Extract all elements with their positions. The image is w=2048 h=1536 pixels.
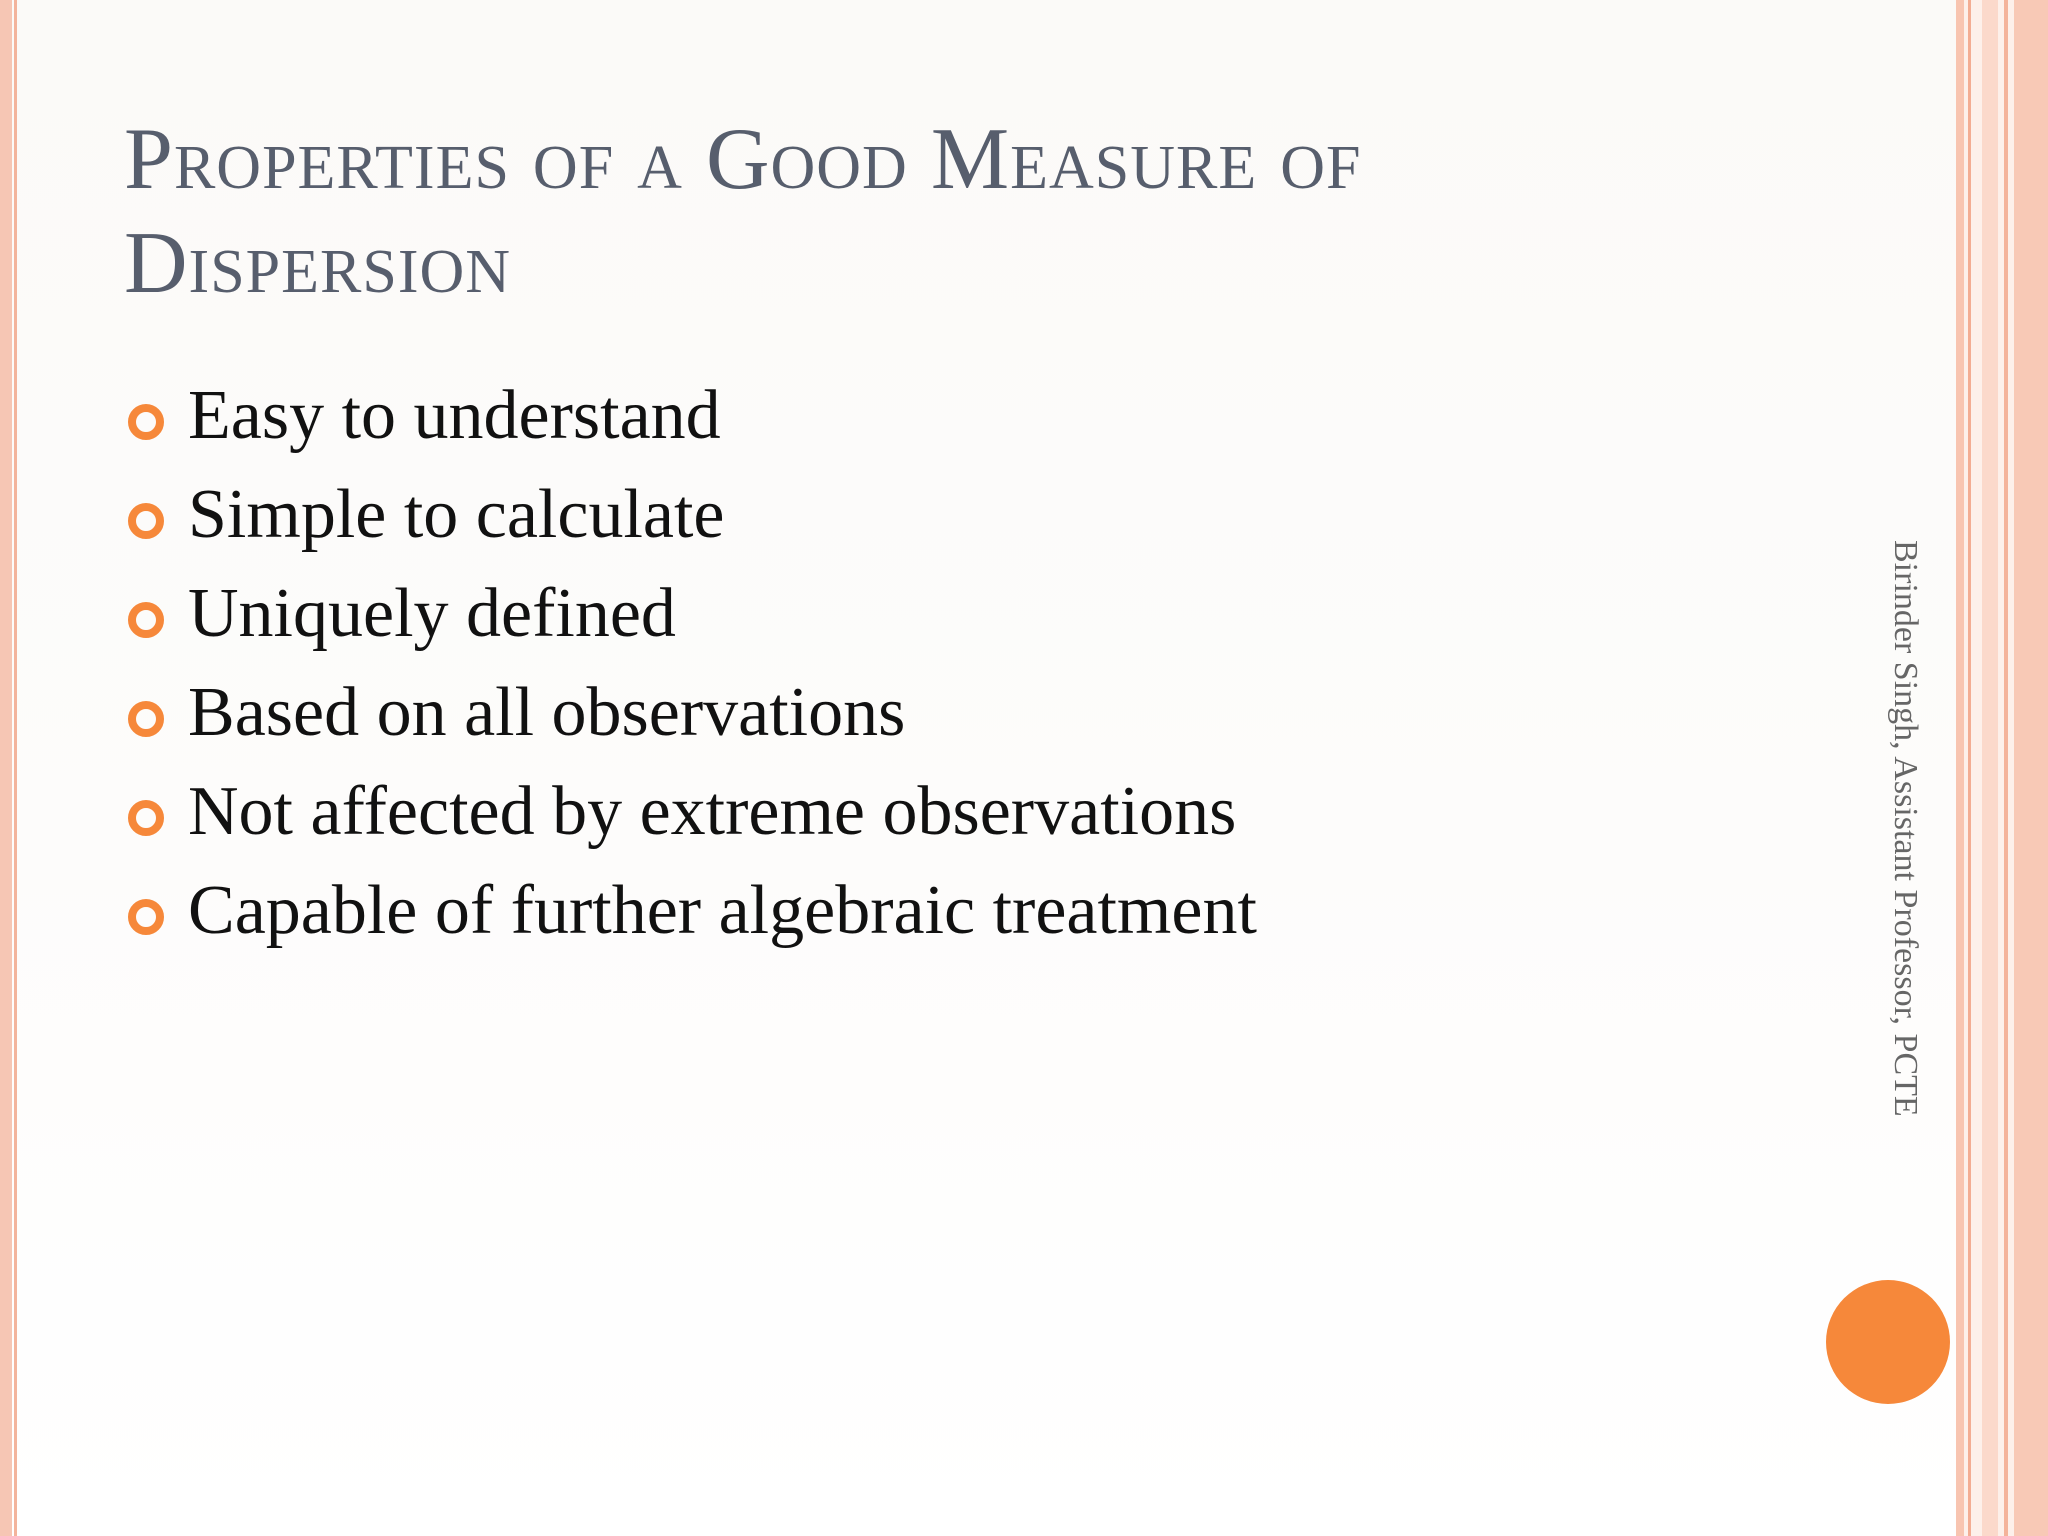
bullet-text: Capable of further algebraic treatment [188, 871, 1257, 949]
slide-title: Properties of a Good Measure of Dispersion [124, 111, 1362, 312]
ring-bullet-icon [128, 899, 164, 935]
bullet-item [124, 663, 1824, 762]
bullet-item [124, 465, 1824, 564]
bullet-text: Simple to calculate [188, 475, 725, 553]
bullet-text: Not affected by extreme observations [188, 772, 1237, 850]
right-border-stripe-c [1982, 0, 1998, 1536]
orange-circle-icon [1826, 1280, 1950, 1404]
bullet-item [124, 762, 1824, 861]
bullet-text: Based on all observations [188, 673, 906, 751]
right-border-stripe-a [1956, 0, 1964, 1536]
ring-bullet-icon [128, 503, 164, 539]
right-border-stripe-d [2004, 0, 2008, 1536]
bullet-text: Uniquely defined [188, 574, 676, 652]
left-border-stripe [0, 0, 12, 1536]
bullet-item [124, 564, 1824, 663]
ring-bullet-icon [128, 800, 164, 836]
bullet-item [124, 861, 1824, 960]
ring-bullet-icon [128, 602, 164, 638]
right-border-stripe-b [1968, 0, 1971, 1536]
bullet-text: Easy to understand [188, 376, 721, 454]
bullet-item [124, 366, 1824, 465]
bullet-list [124, 366, 1824, 960]
right-border-stripe-e [2014, 0, 2048, 1536]
ring-bullet-icon [128, 701, 164, 737]
footer-author: Birinder Singh, Assistant Professor, PCTE [1887, 540, 1924, 1117]
ring-bullet-icon [128, 404, 164, 440]
left-border-line [14, 0, 17, 1536]
